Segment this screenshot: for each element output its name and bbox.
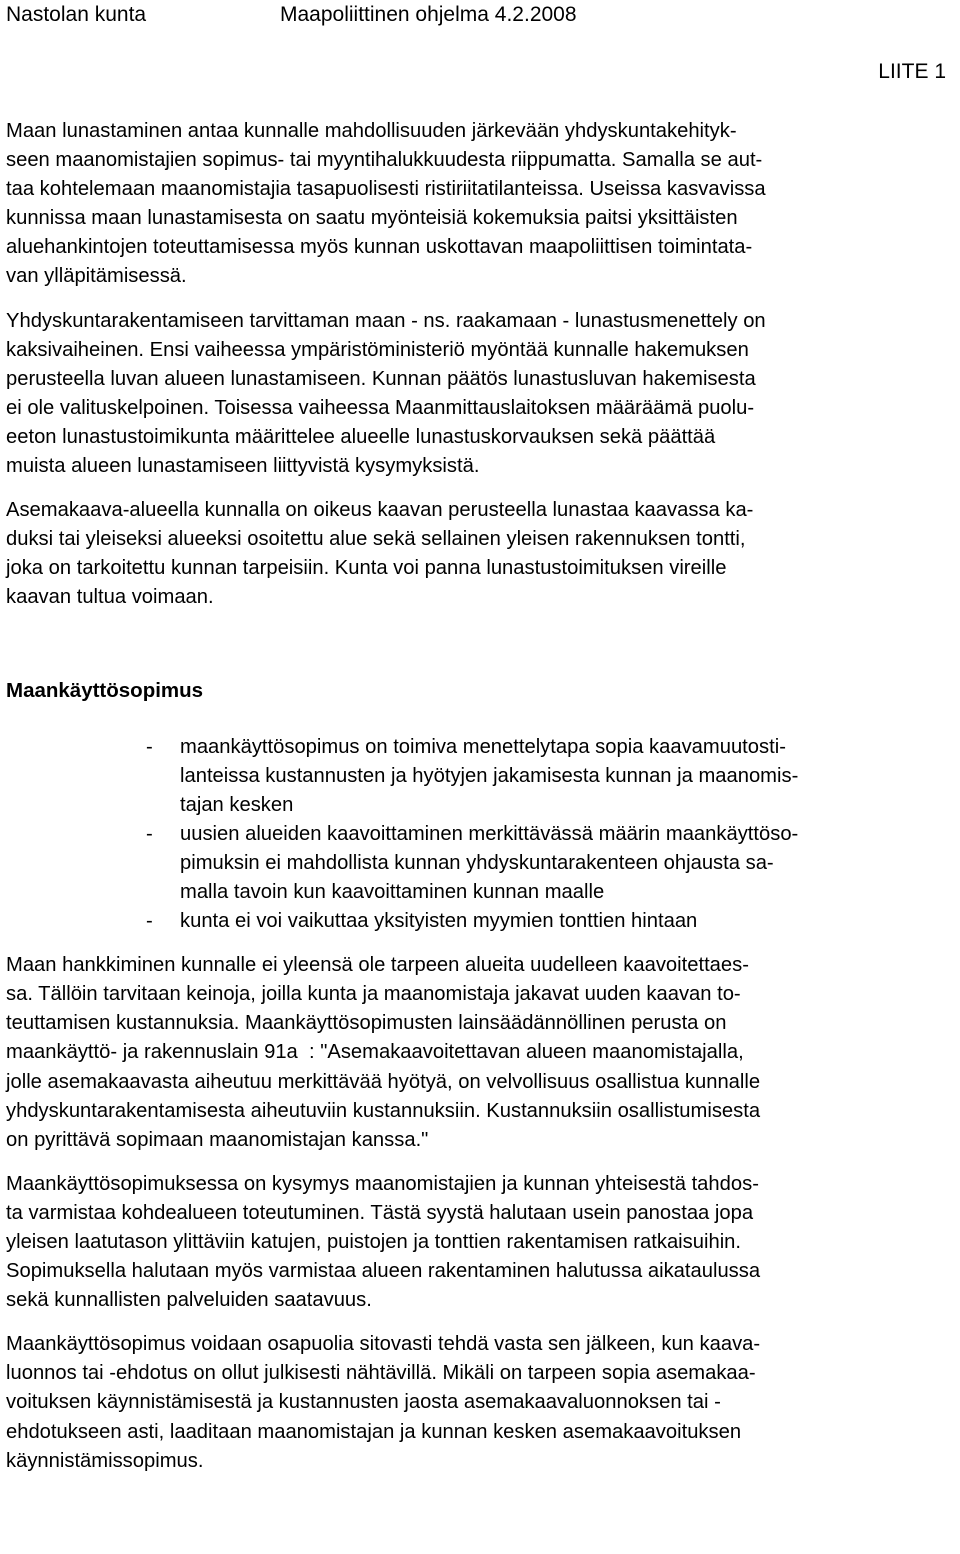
text-line: maankäyttösopimus on toimiva menettelytapa sopia kaavamuutosti- [180,735,786,758]
document-body [6,117,956,1491]
text-line: kaksivaiheinen. Ensi vaiheessa ympäristöministeriö myöntää kunnalle hakemuksen [6,338,749,361]
text-line: perusteella luvan alueen lunastamiseen. Kunnan päätös lunastusluvan hakemisesta [6,367,756,390]
text-line: Sopimuksella halutaan myös varmistaa alueen rakentaminen halutussa aikataulussa [6,1260,761,1283]
paragraph-plan-area-redemption [6,496,956,612]
text-line: ehdotukseen asti, laaditaan maanomistajan ja kunnan kesken asemakaavoituksen [6,1420,742,1443]
text-line: sa. Tällöin tarvitaan keinoja, joilla kunta ja maanomistaja jakavat uuden kaavan to- [6,983,741,1006]
text-line: Yhdyskuntarakentamiseen tarvittaman maan - ns. raakamaan - lunastusmenettely on [6,309,766,332]
list-dash: - [146,822,153,845]
text-line: luonnos tai -ehdotus on ollut julkisesti nähtävillä. Mikäli on tarpeen sopia asemakaa- [6,1362,756,1385]
text-line: kunta ei voi vaikuttaa yksityisten myymien tonttien hintaan [180,910,698,933]
text-line: ei ole valituskelpoinen. Toisessa vaiheessa Maanmittauslaitoksen määräämä puolu- [6,396,755,419]
paragraph-land-redemption [6,117,956,292]
section-heading: Maankäyttösopimus [6,678,204,702]
text-line: Asemakaava-alueella kunnalla on oikeus kaavan perusteella lunastaa kaavassa ka- [6,499,754,522]
text-line: uusien alueiden kaavoittaminen merkittävässä määrin maankäyttöso- [180,822,799,845]
list-dash: - [146,910,153,933]
text-line: aluehankintojen toteuttamisessa myös kunnan uskottavan maapoliittisen toimintata- [6,236,753,259]
list-item [6,820,956,907]
paragraph-redemption-procedure [6,307,956,482]
list-item [6,733,956,820]
text-line: malla tavoin kun kaavoittaminen kunnan maalle [180,880,605,903]
text-line: joka on tarkoitettu kunnan tarpeisiin. Kunta voi panna lunastustoimituksen vireille [6,557,727,580]
text-line: teuttamisen kustannuksia. Maankäyttösopimusten lainsäädännöllinen perusta on [6,1012,727,1035]
text-line: Maankäyttösopimus voidaan osapuolia sitovasti tehdä vasta sen jälkeen, kun kaava- [6,1333,761,1356]
text-line: maankäyttö- ja rakennuslain 91a : "Asemakaavoitettavan alueen maanomistajalla, [6,1041,744,1064]
text-line: taa kohtelemaan maanomistajia tasapuolisesti ristiriitatilanteissa. Useissa kasvavissa [6,178,766,201]
text-line: seen maanomistajien sopimus- tai myyntihalukkuudesta riippumatta. Samalla se aut- [6,149,763,172]
text-line: yhdyskuntarakentamisesta aiheutuviin kustannuksiin. Kustannuksiin osallistumisesta [6,1099,761,1122]
list-dash: - [146,735,153,758]
paragraph-shared-will [6,1170,956,1315]
text-line: on pyrittävä sopimaan maanomistajan kanssa." [6,1128,429,1151]
text-line: voituksen käynnistämisestä ja kustannusten jaosta asemakaavaluonnoksen tai - [6,1391,721,1414]
text-line: käynnistämissopimus. [6,1449,204,1472]
text-line: kaavan tultua voimaan. [6,586,214,609]
text-line: tajan kesken [180,793,294,816]
text-line: duksi tai yleiseksi alueeksi osoitettu alue sekä sellainen yleisen rakennuksen tontti, [6,528,746,551]
paragraph-land-use-agreement-basis [6,951,956,1155]
text-line: kunnissa maan lunastamisesta on saatu myönteisiä kokemuksia paitsi yksittäisten [6,207,738,230]
bullet-list [6,733,956,937]
text-line: van ylläpitämisessä. [6,265,187,288]
section-spacer [6,628,956,676]
text-line: eeton lunastustoimikunta määrittelee alueelle lunastuskorvauksen sekä päättää [6,425,716,448]
text-line: pimuksin ei mahdollista kunnan yhdyskuntarakenteen ohjausta sa- [180,851,774,874]
text-line: Maan hankkiminen kunnalle ei yleensä ole tarpeen alueita uudelleen kaavoitettaes- [6,954,749,977]
program-title: Maapoliittinen ohjelma 4.2.2008 [280,3,577,26]
text-line: jolle asemakaavasta aiheutuu merkittävää hyötyä, on velvollisuus osallistua kunnalle [6,1070,761,1093]
appendix-label: LIITE 1 [878,60,946,83]
page-header [6,1,956,31]
text-line: Maan lunastaminen antaa kunnalle mahdollisuuden järkevään yhdyskuntakehityk- [6,120,737,142]
text-line: ta varmistaa kohdealueen toteutuminen. Tästä syystä halutaan usein panostaa jopa [6,1201,754,1224]
text-line: lanteissa kustannusten ja hyötyjen jakamisesta kunnan ja maanomis- [180,764,799,787]
list-item [6,907,956,936]
text-line: muista alueen lunastamiseen liittyvistä kysymyksistä. [6,455,480,478]
text-line: yleisen laatutason ylittäviin katujen, puistojen ja tonttien rakentamisen ratkaisuihin. [6,1231,742,1253]
text-line: sekä kunnallisten palveluiden saatavuus. [6,1289,372,1312]
text-line: Maankäyttösopimuksessa on kysymys maanomistajien ja kunnan yhteisestä tahdos- [6,1172,759,1195]
paragraph-binding-timing [6,1330,956,1475]
municipality-name: Nastolan kunta [6,3,147,26]
